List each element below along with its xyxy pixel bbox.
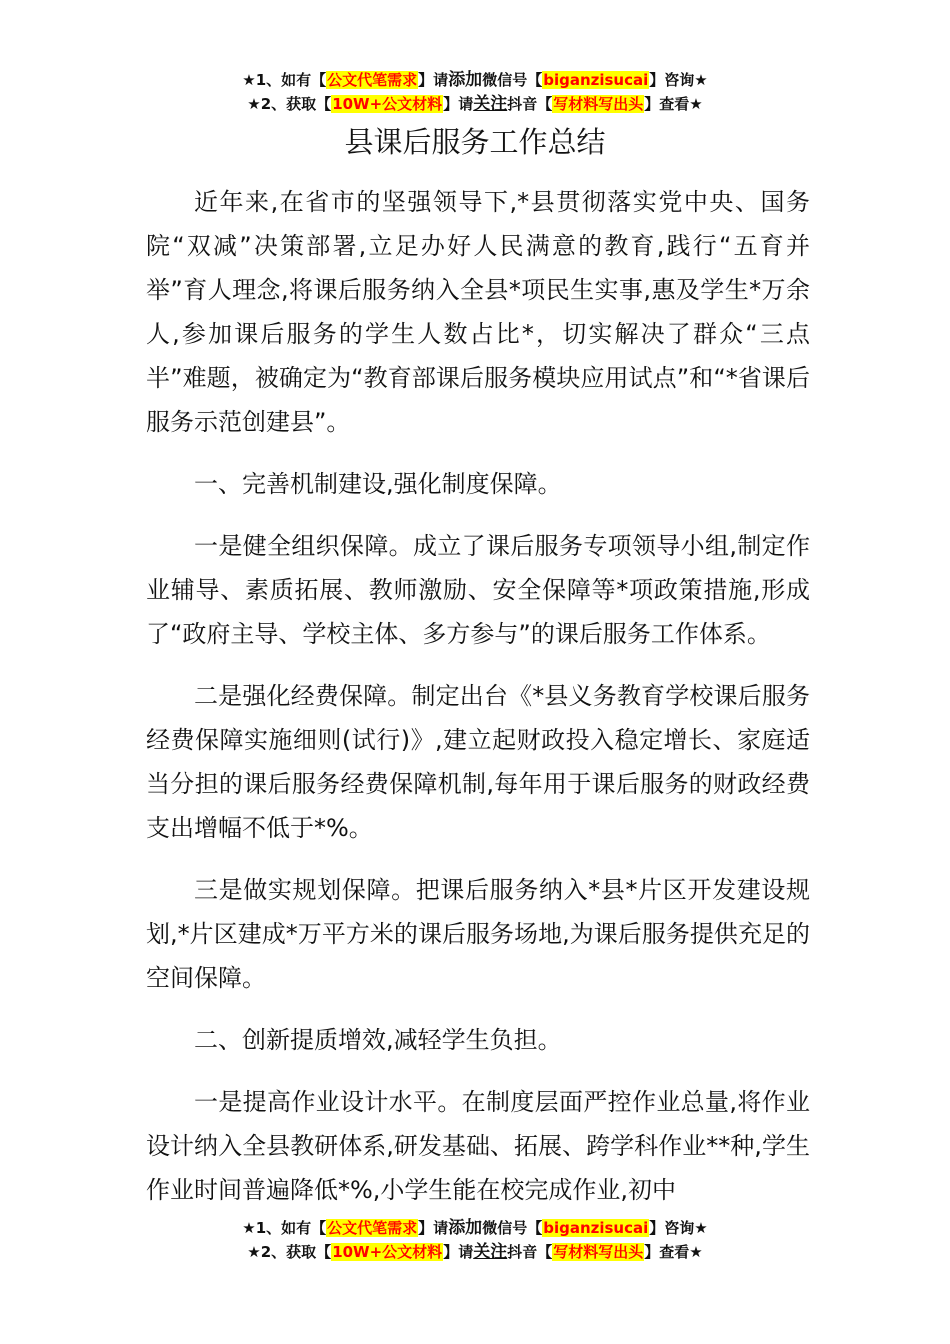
banner-text: 1、如有【 bbox=[255, 1219, 327, 1237]
banner-line-2 bbox=[0, 1240, 950, 1264]
banner-text: 抖音【 bbox=[507, 95, 553, 113]
paragraph: 一是健全组织保障。成立了课后服务专项领导小组,制定作业辅导、素质拓展、教师激励、安全保障等*项政策措施,形成了“政府主导、学校主体、多方参与”的课后服务工作体系。 bbox=[146, 532, 810, 648]
douyin-id-highlight: 写材料写出头 bbox=[553, 95, 644, 113]
banner-text: 】请 bbox=[443, 1243, 474, 1261]
section-heading-2: 二、创新提质增效,减轻学生负担。 bbox=[194, 1026, 562, 1054]
banner-text: 】查看★ bbox=[644, 95, 703, 113]
paragraph: 一是提高作业设计水平。在制度层面严控作业总量,将作业设计纳入全县教研体系,研发基础、拓展、跨学科作业**种,学生作业时间普遍降低*%,小学生能在校完成作业,初中 bbox=[146, 1088, 810, 1204]
banner-text: 】查看★ bbox=[644, 1243, 703, 1261]
wechat-id-highlight: biganzisucai bbox=[543, 1219, 649, 1237]
banner-text: 1、如有【 bbox=[255, 71, 327, 89]
star-icon: ★ bbox=[247, 95, 261, 113]
banner-text: 】请 bbox=[443, 95, 474, 113]
banner-text: 2、获取【 bbox=[260, 1243, 332, 1261]
banner-emphasis: 添加 bbox=[448, 70, 483, 90]
header-banner bbox=[0, 68, 950, 116]
paragraph-intro: 近年来,在省市的坚强领导下,*县贯彻落实党中央、国务院“双减”决策部署,立足办好人民满意的教育,践行“五育并举”育人理念,将课后服务纳入全县*项民生实事,惠及学生*万余人,参加课后服务的学生人数占比*，切实解决了群众“三点半”难题，被确定为“教育部课后服务模块应用试点”和“*省课后服务示范创建县”。 bbox=[146, 188, 810, 436]
highlight-text: 10W+公文材料 bbox=[332, 95, 443, 113]
star-icon: ★ bbox=[242, 71, 256, 89]
highlight-text: 公文代笔需求 bbox=[327, 71, 418, 89]
banner-text: 】咨询★ bbox=[649, 1219, 708, 1237]
document-title: 县课后服务工作总结 bbox=[344, 125, 606, 159]
banner-text: 微信号【 bbox=[482, 1219, 543, 1237]
wechat-id-highlight: biganzisucai bbox=[543, 71, 649, 89]
banner-text: 】请 bbox=[418, 1219, 449, 1237]
section-heading-1: 一、完善机制建设,强化制度保障。 bbox=[194, 470, 562, 498]
banner-line-1 bbox=[0, 1216, 950, 1240]
star-icon: ★ bbox=[242, 1219, 256, 1237]
banner-line-2 bbox=[0, 92, 950, 116]
banner-emphasis: 关注 bbox=[473, 94, 508, 114]
highlight-text: 10W+公文材料 bbox=[332, 1243, 443, 1261]
banner-line-1 bbox=[0, 68, 950, 92]
douyin-id-highlight: 写材料写出头 bbox=[553, 1243, 644, 1261]
star-icon: ★ bbox=[247, 1243, 261, 1261]
banner-text: 】请 bbox=[418, 71, 449, 89]
footer-banner bbox=[0, 1216, 950, 1264]
banner-text: 2、获取【 bbox=[260, 95, 332, 113]
banner-text: 】咨询★ bbox=[649, 71, 708, 89]
highlight-text: 公文代笔需求 bbox=[327, 1219, 418, 1237]
paragraph: 三是做实规划保障。把课后服务纳入*县*片区开发建设规划,*片区建成*万平方米的课后服务场地,为课后服务提供充足的空间保障。 bbox=[146, 876, 810, 992]
banner-text: 抖音【 bbox=[507, 1243, 553, 1261]
banner-text: 微信号【 bbox=[482, 71, 543, 89]
paragraph: 二是强化经费保障。制定出台《*县义务教育学校课后服务经费保障实施细则(试行)》,建立起财政投入稳定增长、家庭适当分担的课后服务经费保障机制,每年用于课后服务的财政经费支出增幅不低于*%。 bbox=[146, 682, 810, 842]
banner-emphasis: 关注 bbox=[473, 1242, 508, 1262]
banner-emphasis: 添加 bbox=[448, 1218, 483, 1238]
document-body bbox=[146, 180, 810, 1230]
